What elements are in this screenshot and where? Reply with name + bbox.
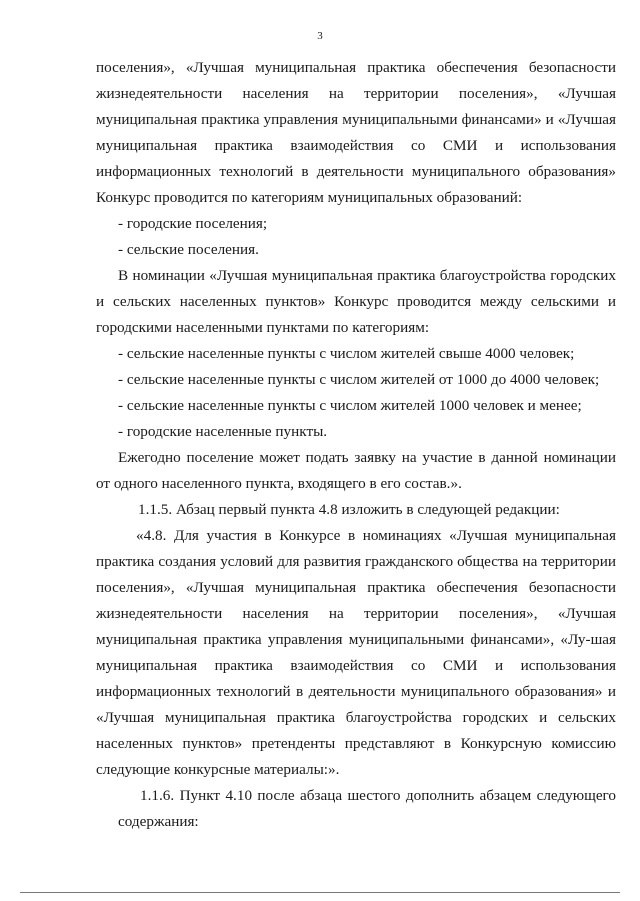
text-line: муниципальная практика управления муниципальными финансами», «Лу-шая (96, 631, 616, 648)
list-item: - городские поселения; (118, 215, 268, 232)
text-line: жизнедеятельности населения на территории поселения», «Лучшая (96, 605, 616, 622)
bottom-rule (20, 892, 620, 893)
text-line: «Лучшая муниципальная практика благоустройства городских и сельских (96, 709, 616, 726)
text-line: следующие конкурсные материалы:». (96, 761, 340, 778)
text-line: 1.1.6. Пункт 4.10 после абзаца шестого дополнить абзацем следующего (140, 787, 616, 804)
text-line: практика создания условий для развития гражданского общества на территории (96, 553, 616, 570)
list-item: - сельские населенные пункты с числом жителей 1000 человек и менее; (118, 397, 582, 414)
text-line: населенных пунктов» претенденты представляют в Конкурсную комиссию (96, 735, 616, 752)
text-line: муниципальная практика взаимодействия со СМИ и использования (96, 657, 616, 674)
text-line: «4.8. Для участия в Конкурсе в номинациях «Лучшая муниципальная (136, 527, 616, 544)
text-line: жизнедеятельности населения на территории поселения», «Лучшая (96, 85, 616, 102)
text-line: муниципальная практика взаимодействия со СМИ и использования (96, 137, 616, 154)
text-line: муниципальная практика управления муниципальными финансами» и «Лучшая (96, 111, 616, 128)
text-line: и сельских населенных пунктов» Конкурс проводится между сельскими и (96, 293, 616, 310)
text-line: городскими населенными пунктами по категориям: (96, 319, 430, 336)
list-item: - сельские населенные пункты с числом жителей от 1000 до 4000 человек; (118, 371, 600, 388)
text-line: В номинации «Лучшая муниципальная практика благоустройства городских (118, 267, 616, 284)
text-line: 1.1.5. Абзац первый пункта 4.8 изложить в следующей редакции: (138, 501, 560, 518)
text-line: Конкурс проводится по категориям муниципальных образований: (96, 189, 523, 206)
list-item: - сельские населенные пункты с числом жителей свыше 4000 человек; (118, 345, 575, 362)
text-line: Ежегодно поселение может подать заявку на участие в данной номинации (118, 449, 616, 466)
list-item: - городские населенные пункты. (118, 423, 328, 440)
page-number: 3 (317, 30, 323, 42)
text-line: информационных технологий в деятельности муниципального образования» (96, 163, 616, 180)
text-line: содержания: (118, 813, 199, 830)
list-item: - сельские поселения. (118, 241, 259, 258)
text-line: информационных технологий в деятельности муниципального образования» и (96, 683, 616, 700)
text-line: поселения», «Лучшая муниципальная практика обеспечения безопасности (96, 579, 616, 596)
text-line: от одного населенного пункта, входящего в его состав.». (96, 475, 462, 492)
text-line: поселения», «Лучшая муниципальная практика обеспечения безопасности (96, 59, 616, 76)
